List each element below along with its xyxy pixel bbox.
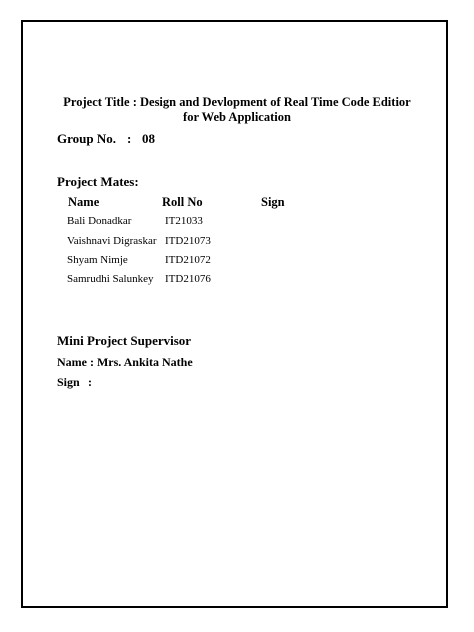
table-row-1-roll: IT21033: [165, 215, 203, 227]
supervisor-sign-colon: :: [88, 375, 92, 389]
column-header-name: Name: [68, 195, 100, 209]
project-title-line-2: for Web Application: [183, 110, 291, 124]
supervisor-heading: Mini Project Supervisor: [57, 333, 192, 348]
column-header-roll: Roll No: [162, 195, 203, 209]
supervisor-name: Name : Mrs. Ankita Nathe: [57, 355, 193, 369]
group-label: Group No.: [57, 131, 116, 146]
table-row-2-roll: ITD21073: [165, 235, 211, 247]
column-header-sign: Sign: [261, 195, 285, 209]
table-row-3-roll: ITD21072: [165, 254, 211, 266]
table-row-4-name: Samrudhi Salunkey: [67, 273, 154, 285]
project-title-line-1: Project Title : Design and Devlopment of Real Time Code Editior: [63, 95, 411, 109]
table-row-3-name: Shyam Nimje: [67, 254, 128, 266]
supervisor-sign-label: Sign: [57, 375, 80, 389]
group-colon: :: [127, 131, 132, 146]
project-mates-heading: Project Mates:: [57, 174, 139, 189]
table-row-1-name: Bali Donadkar: [67, 215, 132, 227]
table-row-2-name: Vaishnavi Digraskar: [67, 235, 157, 247]
group-number: 08: [142, 131, 155, 146]
table-row-4-roll: ITD21076: [165, 273, 211, 285]
